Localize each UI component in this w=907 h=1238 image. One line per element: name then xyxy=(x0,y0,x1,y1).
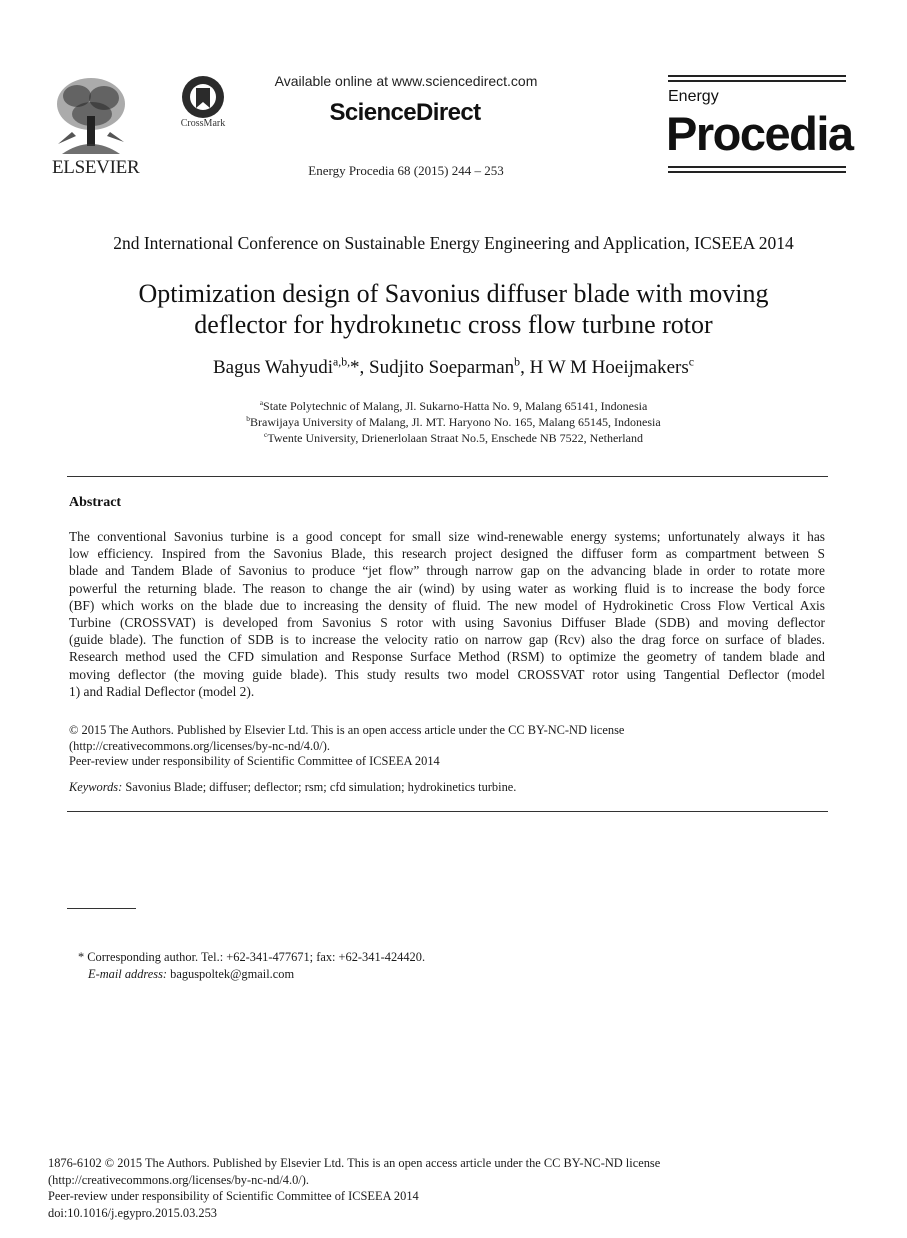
affiliation-mark: a xyxy=(259,398,264,407)
article-title-line-2: deflector for hydrokınetıc cross flow turbıne rotor xyxy=(194,310,713,339)
crossmark-icon[interactable] xyxy=(181,75,225,119)
affiliations xyxy=(40,398,867,446)
author-list xyxy=(40,357,867,379)
affiliation-b xyxy=(40,414,867,430)
author-affiliation-marks: c xyxy=(688,355,694,369)
affiliation-mark: b xyxy=(246,414,250,423)
article-title-line-1: Optimization design of Savonius diffuser blade with moving xyxy=(138,279,769,308)
affiliation-text: State Polytechnic of Malang, Jl. Sukarno-Hatta No. 9, Malang 65141, Indonesia xyxy=(263,399,648,413)
abstract-line: low efficiency. Inspired from the Savonius Blade, this research project designed the diffuser form as compartment between S xyxy=(69,546,825,562)
abstract-heading: Abstract xyxy=(69,495,122,510)
elsevier-tree-logo xyxy=(52,74,130,156)
license-line: © 2015 The Authors. Published by Elsevier Ltd. This is an open access article under the CC BY-NC-ND license xyxy=(69,723,625,737)
author-separator: , xyxy=(520,357,530,378)
email-note xyxy=(88,967,294,982)
peer-review-line: Peer-review under responsibility of Scientific Committee of ICSEEA 2014 xyxy=(69,754,440,768)
email-address[interactable]: baguspoltek@gmail.com xyxy=(167,967,295,981)
sciencedirect-wordmark[interactable]: ScienceDirect xyxy=(329,99,481,126)
conference-name: 2nd International Conference on Sustainable Energy Engineering and Application, ICSEEA 2014 xyxy=(113,233,794,253)
abstract-line: powerful the returning blade. The reason to change the air (wind) by using water as working fluid is to increase the body force xyxy=(69,580,825,596)
license-link[interactable]: (http://creativecommons.org/licenses/by-nc-nd/4.0/). xyxy=(69,738,330,753)
abstract-bottom-divider xyxy=(67,811,828,812)
abstract-line: Turbine (CROSSVAT) is developed from Savonius S rotor with using Savonius Diffuser Blade (SDB) and moving deflector xyxy=(69,615,825,631)
crossmark-label: CrossMark xyxy=(180,118,226,129)
license-block xyxy=(69,723,829,770)
footer-peer-review: Peer-review under responsibility of Scientific Committee of ICSEEA 2014 xyxy=(48,1189,419,1204)
footer-doi[interactable]: doi:10.1016/j.egypro.2015.03.253 xyxy=(48,1206,217,1221)
footer-license-link[interactable]: (http://creativecommons.org/licenses/by-nc-nd/4.0/). xyxy=(48,1172,309,1187)
affiliation-text: Brawijaya University of Malang, Jl. MT. Haryono No. 165, Malang 65145, Indonesia xyxy=(250,415,661,429)
author-name[interactable]: H W M Hoeijmakers xyxy=(529,357,689,378)
abstract-line: 1) and Radial Deflector (model 2). xyxy=(69,683,255,699)
journal-name-large: Procedia xyxy=(666,107,853,160)
affiliation-mark: c xyxy=(264,430,268,439)
affiliation-a xyxy=(40,398,867,414)
author-affiliation-marks: b xyxy=(514,355,521,369)
journal-logo-top-rule-1 xyxy=(668,75,846,77)
affiliation-c xyxy=(40,430,867,446)
author-name[interactable]: Sudjito Soeparman xyxy=(369,357,515,378)
abstract-line: (BF) which works on the blade due to increasing the density of fluid. The new model of Hydrokinetic Cross Flow Vertical Axis xyxy=(69,597,825,613)
journal-logo-top-rule-2 xyxy=(668,80,846,82)
footer-issn-license: 1876-6102 © 2015 The Authors. Published by Elsevier Ltd. This is an open access article under the CC BY-NC-ND license xyxy=(48,1156,661,1170)
keywords-label: Keywords: xyxy=(69,780,123,794)
article-title xyxy=(60,278,847,340)
author-name[interactable]: Bagus Wahyudi xyxy=(213,357,334,378)
abstract-top-divider xyxy=(67,476,828,477)
available-online-text[interactable]: Available online at www.sciencedirect.com xyxy=(274,73,538,89)
affiliation-text: Twente University, Drienerlolaan Straat No.5, Enschede NB 7522, Netherland xyxy=(267,431,643,445)
journal-logo-bottom-rule-2 xyxy=(668,171,846,173)
keywords xyxy=(69,780,829,795)
abstract-body xyxy=(69,528,825,700)
keywords-text: Savonius Blade; diffuser; deflector; rsm; cfd simulation; hydrokinetics turbine. xyxy=(122,780,517,794)
author-separator: *, xyxy=(350,357,370,378)
journal-logo-bottom-rule-1 xyxy=(668,166,846,168)
author-affiliation-marks: a,b, xyxy=(333,355,351,369)
email-label: E-mail address: xyxy=(88,967,168,981)
corresponding-author-note: * Corresponding author. Tel.: +62-341-477671; fax: +62-341-424420. xyxy=(78,950,426,964)
abstract-line: moving deflector (the moving guide blade). This study results two model CROSSVAT rotor using Tangential Deflector (model xyxy=(69,666,825,682)
footnote-divider xyxy=(67,908,136,909)
abstract-line: Research method used the CFD simulation and Response Surface Method (RSM) to optimize the geometry of tandem blade and xyxy=(69,649,825,665)
journal-citation: Energy Procedia 68 (2015) 244 – 253 xyxy=(308,163,504,178)
publisher-wordmark: ELSEVIER xyxy=(52,157,140,178)
abstract-line: blade and Tandem Blade of Savonius to produce “jet flow” through narrow gap on the advancing blade in order to rotate more xyxy=(69,563,825,579)
abstract-line: The conventional Savonius turbine is a good concept for small size wind-renewable energy systems; unfortunately always it has xyxy=(69,529,825,544)
page-footer xyxy=(48,1155,868,1222)
abstract-line: (guide blade). The function of SDB is to increase the velocity ratio on narrow gap (Rcv) also the drag force on surface of blades. xyxy=(69,632,825,648)
journal-name-small: Energy xyxy=(668,88,719,105)
